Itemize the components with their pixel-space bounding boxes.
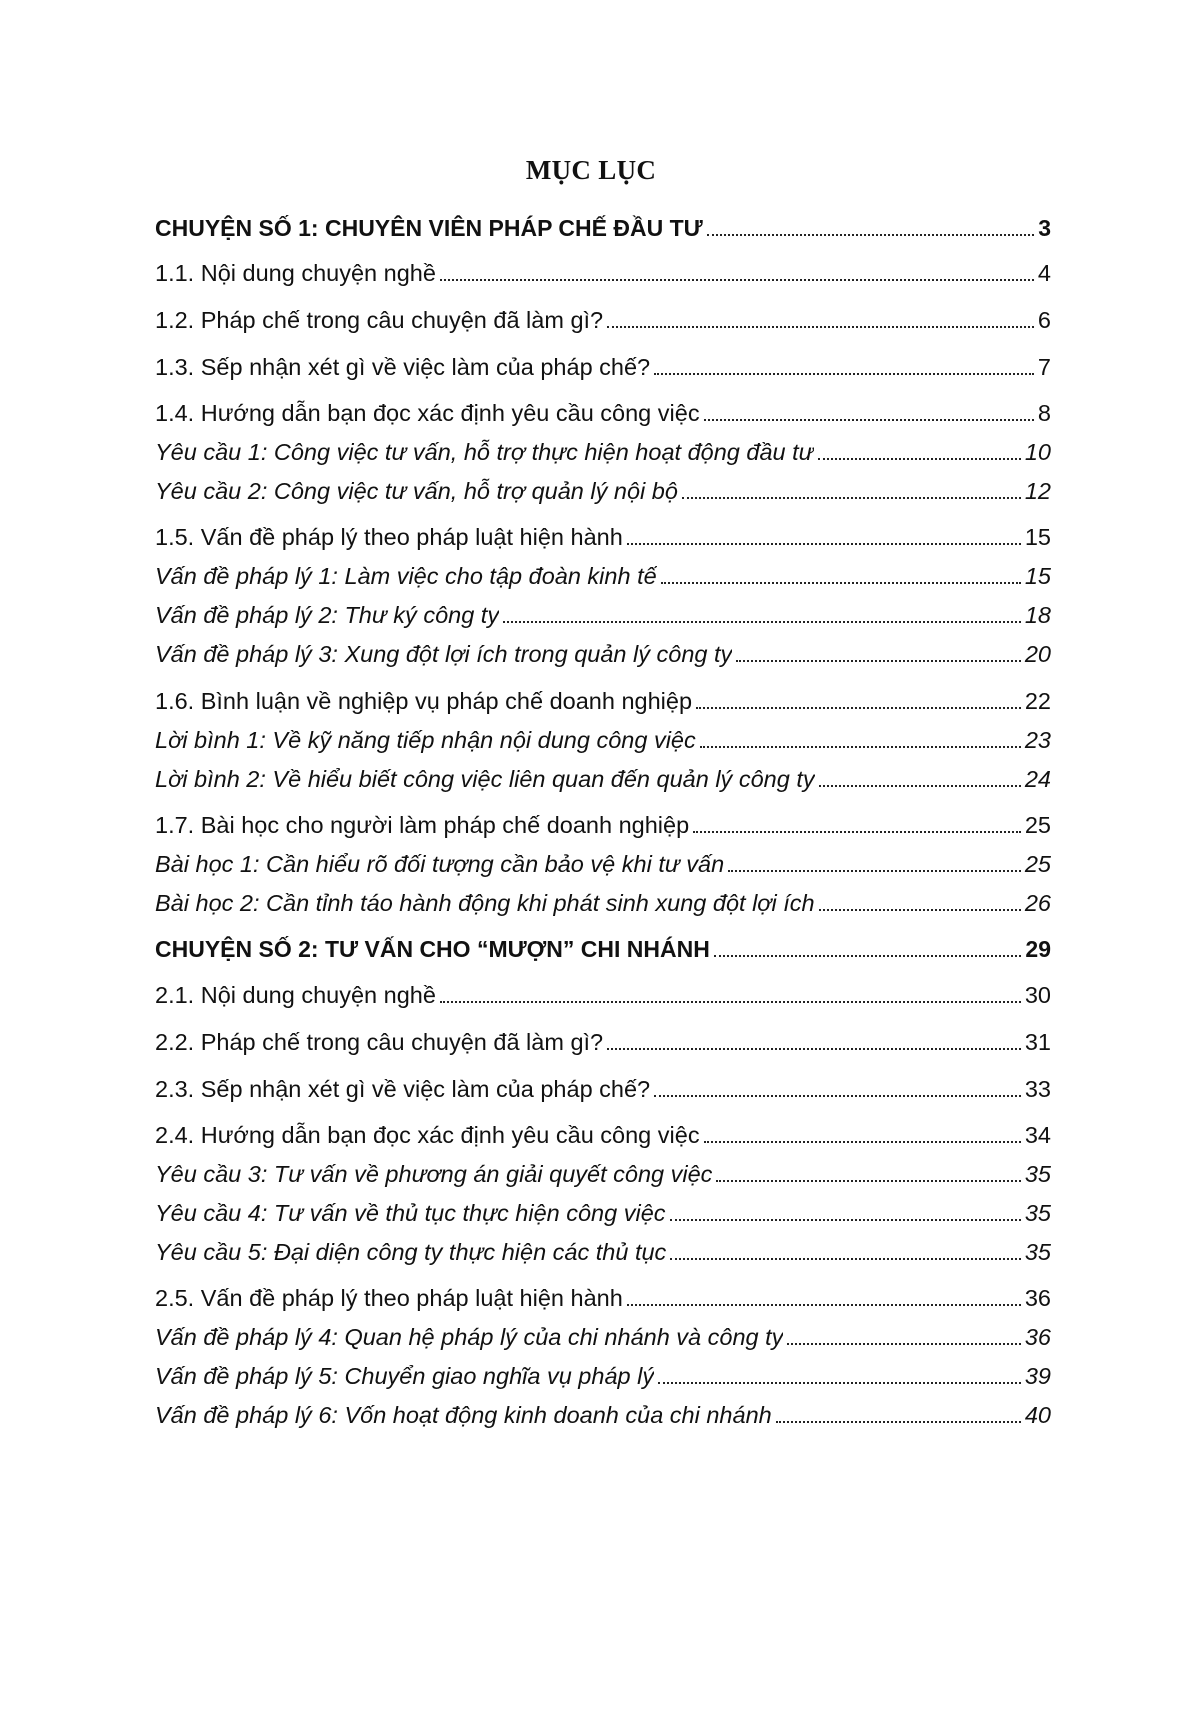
toc-dot-leader: [503, 621, 1021, 623]
toc-dot-leader: [627, 1304, 1021, 1306]
toc-dot-leader: [670, 1258, 1021, 1260]
toc-page-number: 35: [1024, 1239, 1051, 1265]
toc-page-number: 10: [1024, 439, 1051, 465]
toc-subentry[interactable]: [155, 1361, 1051, 1391]
toc-page-number: 40: [1024, 1402, 1051, 1428]
toc-entry-label: 1.3. Sếp nhận xét gì về việc làm của pháp chế?: [155, 354, 651, 380]
toc-subentry[interactable]: [155, 600, 1051, 630]
toc-dot-leader: [693, 831, 1021, 833]
toc-page-number: 31: [1024, 1029, 1051, 1055]
toc-entry-label: Lời bình 1: Về kỹ năng tiếp nhận nội dung công việc: [155, 727, 696, 753]
toc-dot-leader: [787, 1343, 1020, 1345]
toc-subentry[interactable]: [155, 725, 1051, 755]
toc-page-number: 39: [1024, 1363, 1051, 1389]
toc-entry-label: Vấn đề pháp lý 5: Chuyển giao nghĩa vụ pháp lý: [155, 1363, 655, 1389]
toc-entry-label: 1.2. Pháp chế trong câu chuyện đã làm gì?: [155, 307, 604, 333]
toc-dot-leader: [682, 497, 1021, 499]
toc-page-number: 4: [1037, 260, 1051, 286]
toc-page-number: 29: [1025, 936, 1051, 962]
toc-section-entry[interactable]: [155, 1283, 1051, 1313]
toc-entry-label: 2.4. Hướng dẫn bạn đọc xác định yêu cầu công việc: [155, 1122, 700, 1148]
toc-subentry[interactable]: [155, 561, 1051, 591]
toc-entry-label: Yêu cầu 2: Công việc tư vấn, hỗ trợ quản lý nội bộ: [155, 478, 678, 504]
toc-dot-leader: [704, 419, 1034, 421]
toc-entry-label: 1.5. Vấn đề pháp lý theo pháp luật hiện hành: [155, 524, 623, 550]
toc-dot-leader: [658, 1382, 1021, 1384]
toc-entry-label: Bài học 2: Cần tỉnh táo hành động khi phát sinh xung đột lợi ích: [155, 890, 815, 916]
toc-dot-leader: [661, 582, 1021, 584]
toc-page-number: 33: [1024, 1076, 1051, 1102]
toc-page-number: 26: [1024, 890, 1051, 916]
toc-section-entry[interactable]: [155, 352, 1051, 382]
toc-page-number: 12: [1024, 478, 1051, 504]
toc-page-number: 35: [1024, 1161, 1051, 1187]
toc-dot-leader: [819, 909, 1021, 911]
toc-dot-leader: [696, 707, 1021, 709]
toc-page-number: 36: [1024, 1324, 1051, 1350]
toc-page-number: 15: [1024, 524, 1051, 550]
toc-entry-label: Vấn đề pháp lý 6: Vốn hoạt động kinh doanh của chi nhánh: [155, 1402, 772, 1428]
toc-page-number: 6: [1037, 307, 1051, 333]
toc-chapter-entry[interactable]: [155, 213, 1051, 243]
toc-entry-label: Vấn đề pháp lý 4: Quan hệ pháp lý của chi nhánh và công ty: [155, 1324, 784, 1350]
toc-entry-label: 2.1. Nội dung chuyện nghề: [155, 982, 436, 1008]
toc-entry-label: Lời bình 2: Về hiểu biết công việc liên quan đến quản lý công ty: [155, 766, 815, 792]
toc-dot-leader: [654, 1095, 1021, 1097]
toc-entry-label: Vấn đề pháp lý 1: Làm việc cho tập đoàn kinh tế: [155, 563, 657, 589]
toc-page-number: 34: [1024, 1122, 1051, 1148]
toc-dot-leader: [819, 785, 1021, 787]
toc-dot-leader: [704, 1141, 1021, 1143]
toc-page-number: 23: [1024, 727, 1051, 753]
toc-page-number: 22: [1024, 688, 1051, 714]
toc-dot-leader: [440, 1001, 1021, 1003]
toc-page-number: 3: [1038, 215, 1051, 241]
toc-entry-label: Yêu cầu 3: Tư vấn về phương án giải quyết công việc: [155, 1161, 713, 1187]
toc-section-entry[interactable]: [155, 810, 1051, 840]
toc-section-entry[interactable]: [155, 1074, 1051, 1104]
toc-page-number: 7: [1037, 354, 1051, 380]
toc-page-number: 25: [1024, 851, 1051, 877]
toc-dot-leader: [818, 458, 1021, 460]
toc-section-entry[interactable]: [155, 522, 1051, 552]
toc-chapter-entry[interactable]: [155, 934, 1051, 964]
toc-subentry[interactable]: [155, 849, 1051, 879]
toc-entry-label: CHUYỆN SỐ 1: CHUYÊN VIÊN PHÁP CHẾ ĐẦU TƯ: [155, 215, 703, 241]
toc-dot-leader: [700, 746, 1021, 748]
toc-dot-leader: [716, 1180, 1020, 1182]
toc-entry-label: Yêu cầu 5: Đại diện công ty thực hiện các thủ tục: [155, 1239, 667, 1265]
toc-entry-label: Yêu cầu 4: Tư vấn về thủ tục thực hiện công việc: [155, 1200, 666, 1226]
toc-entry-label: Bài học 1: Cần hiểu rõ đối tượng cần bảo vệ khi tư vấn: [155, 851, 725, 877]
toc-entry-label: 2.5. Vấn đề pháp lý theo pháp luật hiện hành: [155, 1285, 623, 1311]
toc-dot-leader: [736, 660, 1021, 662]
toc-subentry[interactable]: [155, 437, 1051, 467]
toc-dot-leader: [714, 955, 1022, 957]
toc-dot-leader: [654, 373, 1034, 375]
toc-dot-leader: [440, 279, 1034, 281]
toc-entry-label: Yêu cầu 1: Công việc tư vấn, hỗ trợ thực hiện hoạt động đầu tư: [155, 439, 814, 465]
toc-page-number: 36: [1024, 1285, 1051, 1311]
toc-entry-label: 1.4. Hướng dẫn bạn đọc xác định yêu cầu công việc: [155, 400, 700, 426]
toc-page-number: 18: [1024, 602, 1051, 628]
toc-subentry[interactable]: [155, 1322, 1051, 1352]
toc-page-number: 30: [1024, 982, 1051, 1008]
toc-page-number: 24: [1024, 766, 1051, 792]
page-title: MỤC LỤC: [525, 155, 657, 185]
toc-page-number: 35: [1024, 1200, 1051, 1226]
toc-dot-leader: [627, 543, 1021, 545]
toc-subentry[interactable]: [155, 1237, 1051, 1267]
toc-entry-label: 1.1. Nội dung chuyện nghề: [155, 260, 436, 286]
toc-entry-label: 1.6. Bình luận về nghiệp vụ pháp chế doanh nghiệp: [155, 688, 693, 714]
toc-dot-leader: [607, 1048, 1021, 1050]
toc-subentry[interactable]: [155, 639, 1051, 669]
toc-page-number: 25: [1024, 812, 1051, 838]
toc-dot-leader: [607, 326, 1034, 328]
toc-page-number: 15: [1024, 563, 1051, 589]
toc-entry-label: Vấn đề pháp lý 3: Xung đột lợi ích trong quản lý công ty: [155, 641, 733, 667]
toc-subentry[interactable]: [155, 1198, 1051, 1228]
toc-entry-label: Vấn đề pháp lý 2: Thư ký công ty: [155, 602, 500, 628]
toc-subentry[interactable]: [155, 1400, 1051, 1430]
toc-section-entry[interactable]: [155, 305, 1051, 335]
toc-entry-label: 2.3. Sếp nhận xét gì về việc làm của pháp chế?: [155, 1076, 651, 1102]
toc-section-entry[interactable]: [155, 980, 1051, 1010]
toc-subentry[interactable]: [155, 888, 1051, 918]
toc-dot-leader: [728, 870, 1021, 872]
toc-dot-leader: [776, 1421, 1021, 1423]
toc-subentry[interactable]: [155, 1159, 1051, 1189]
toc-dot-leader: [670, 1219, 1021, 1221]
toc-dot-leader: [707, 234, 1034, 236]
toc-section-entry[interactable]: [155, 1120, 1051, 1150]
toc-section-entry[interactable]: [155, 1027, 1051, 1057]
toc-subentry[interactable]: [155, 476, 1051, 506]
toc-subentry[interactable]: [155, 764, 1051, 794]
toc-page-number: 20: [1024, 641, 1051, 667]
toc-entry-label: 1.7. Bài học cho người làm pháp chế doanh nghiệp: [155, 812, 690, 838]
toc-section-entry[interactable]: [155, 258, 1051, 288]
toc-section-entry[interactable]: [155, 686, 1051, 716]
toc-section-entry[interactable]: [155, 398, 1051, 428]
toc-entry-label: CHUYỆN SỐ 2: TƯ VẤN CHO “MƯỢN” CHI NHÁNH: [155, 936, 710, 962]
toc-page-number: 8: [1037, 400, 1051, 426]
toc-entry-label: 2.2. Pháp chế trong câu chuyện đã làm gì?: [155, 1029, 604, 1055]
